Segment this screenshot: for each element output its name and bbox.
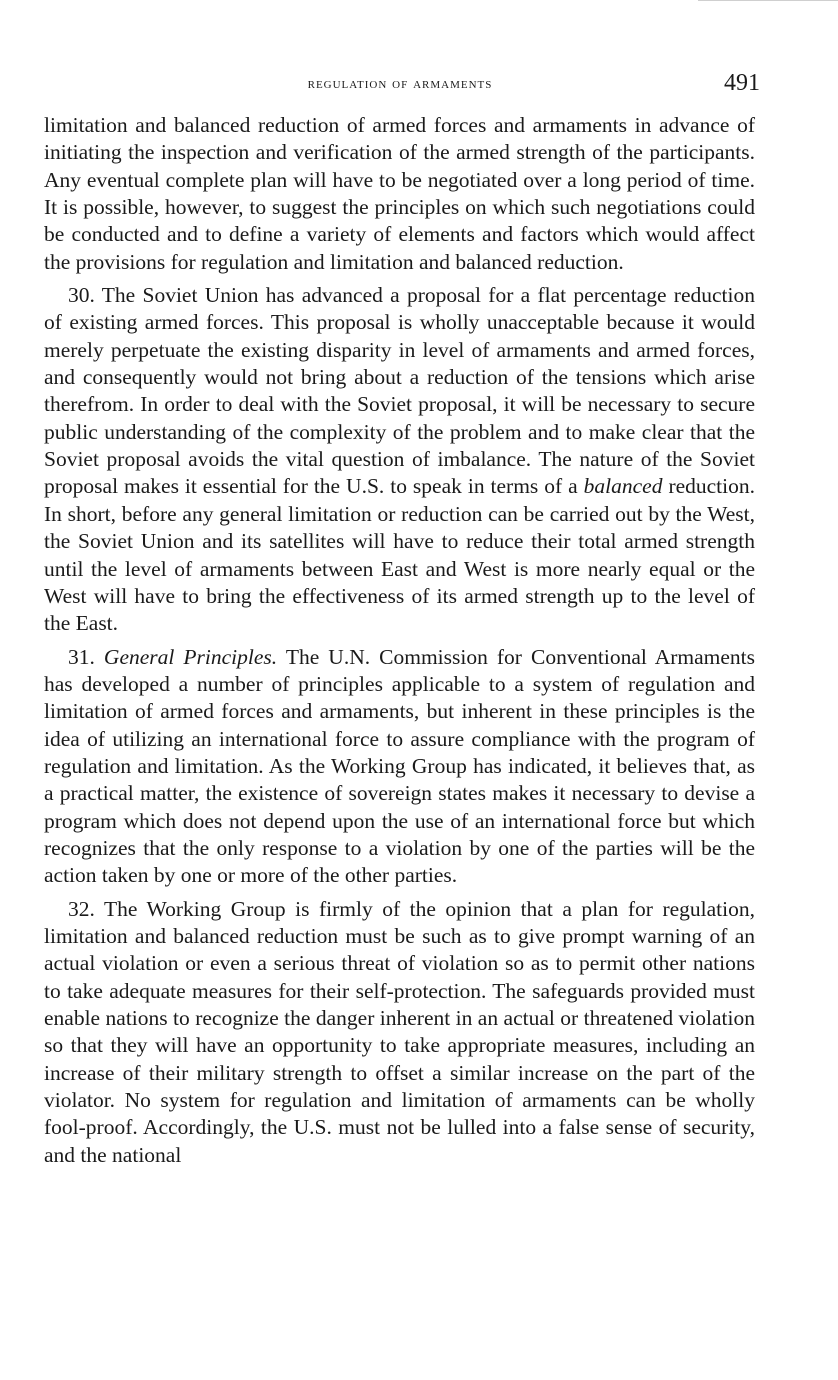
paragraph-32 bbox=[44, 896, 755, 1169]
paragraph-text: limitation and balanced reduction of armed forces and armaments in advance of initiating the inspection and verification of the armed strength of the participants. Any eventual complete plan will have to be negotiated over a long period of time. It is possible, however, to suggest the principles on which such negotiations could be conducted and to define a variety of elements and factors which would affect the provisions for regulation and limitation and balanced reduction. bbox=[44, 113, 755, 274]
paragraph-text: The Working Group is firmly of the opinion that a plan for regulation, limitation and balanced reduction must be such as to give prompt warning of an actual violation or even a serious threat of violation so as to permit other nations to take adequate measures for their self-protection. The safeguards provided must enable nations to recognize the danger inherent in an actual or threatened violation so that they will have an opportunity to take appropriate measures, including an increase of their military strength to offset a similar increase on the part of the violator. No system for regulation and limitation of armaments can be wholly fool-proof. Accordingly, the U.S. must not be lulled into a false sense of security, and the national bbox=[44, 896, 755, 1167]
section-heading: General Principles. bbox=[103, 644, 278, 669]
paragraph-text: The U.N. Commission for Conventional Armaments has developed a number of principles applicable to a system of regulation and limitation of armed forces and armaments, but inherent in these principles is the idea of utilizing an international force to assure compliance with the program of regulation and limitation. As the Working Group has indicated, it believes that, as a practical matter, the existence of sovereign states makes it necessary to devise a program which does not depend upon the use of an international force but which recognizes that the only response to a violation by one of the parties will be the action taken by one or more of the other parties. bbox=[44, 644, 755, 888]
body-text bbox=[44, 112, 755, 1169]
paragraph-31 bbox=[44, 644, 755, 890]
scan-edge-line bbox=[698, 0, 838, 1]
running-title: regulation of armaments bbox=[307, 75, 493, 92]
emphasis-text: balanced bbox=[583, 474, 663, 499]
paragraph-number: 32. bbox=[68, 896, 95, 921]
paragraph-30 bbox=[44, 282, 755, 637]
paragraph-text: The Soviet Union has advanced a proposal for a flat percentage reduction of existing armed forces. This proposal is wholly unacceptable because it would merely perpetuate the existing disparity in level of armaments and armed forces, and consequently would not bring about a reduction of the tensions which arise therefrom. In order to deal with the Soviet proposal, it will be necessary to secure public understanding of the complexity of the problem and to make clear that the Soviet proposal avoids the vital question of imbalance. The nature of the Soviet proposal makes it essential for the U.S. to speak in terms of a bbox=[44, 283, 755, 499]
paragraph-text: reduction. In short, before any general limitation or reduction can be carried out by the West, the Soviet Union and its satellites will have to reduce their total armed strength until the level of armaments between East and West is more nearly equal or the West will have to bring the effectiveness of its armed strength up to the level of the East. bbox=[44, 474, 756, 636]
page-number: 491 bbox=[724, 70, 760, 96]
paragraph-number: 31. bbox=[68, 644, 95, 669]
paragraph-29-continuation bbox=[44, 112, 755, 276]
paragraph-number: 30. bbox=[68, 283, 95, 308]
running-header bbox=[40, 70, 760, 100]
